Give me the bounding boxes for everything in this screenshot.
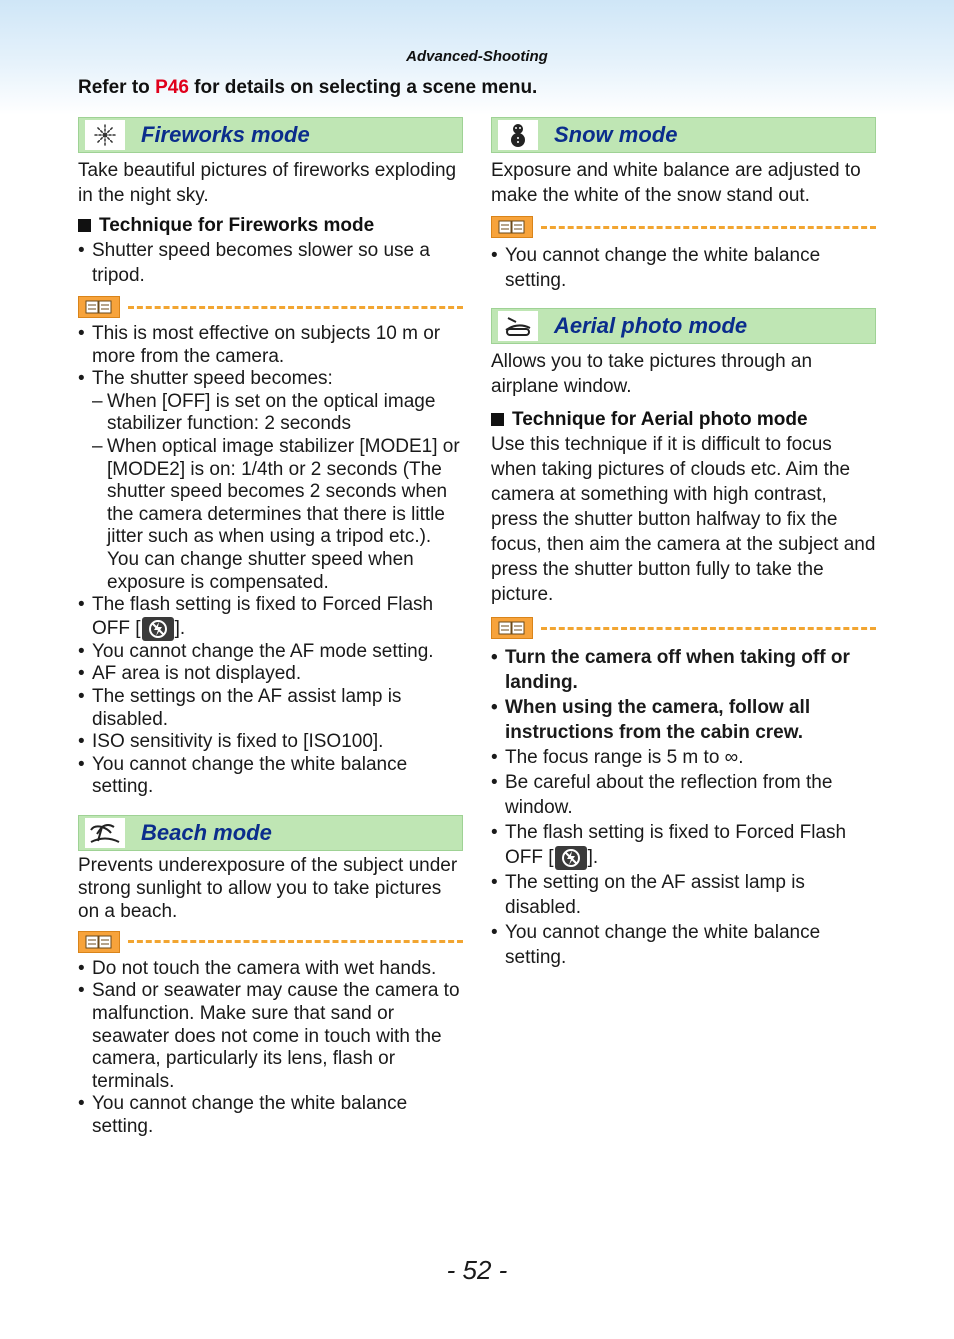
sub-item-text: When optical image stabilizer [MODE1] or [MODE2] is on: 1/4th or 2 seconds (The shutter speed becomes 2 seconds when the camera determines that there is little jitter such as when using a tripod etc.). — [107, 435, 460, 548]
aerial-technique-body: Use this technique if it is difficult to focus when taking pictures of clouds etc. Aim the camera at something with high contrast, press the shutter button halfway to fix the focus, then aim the camera at the subject and press the shutter button fully to take the picture. — [491, 434, 876, 605]
note-book-icon — [78, 296, 120, 318]
item-text: The flash setting is fixed to Forced Flash OFF [ — [505, 822, 847, 868]
note-divider — [78, 294, 463, 320]
beach-heading — [78, 815, 463, 851]
list-item: • You cannot change the white balance setting. — [491, 920, 876, 970]
list-item: • Sand or seawater may cause the camera to malfunction. Make sure that sand or seawater does not come in touch with the camera, particularly its lens, flash or terminals. — [78, 980, 463, 1093]
aerial-technique-heading — [491, 407, 876, 432]
fireworks-technique-title: Technique for Fireworks mode — [99, 215, 375, 236]
list-item: • The settings on the AF assist lamp is disabled. — [78, 686, 463, 731]
beach-intro: Prevents underexposure of the subject under strong sunlight to allow you to take pictures on a beach. — [78, 854, 458, 922]
page-number: - 52 - — [446, 1255, 508, 1285]
beach-title: Beach mode — [141, 819, 272, 845]
dashed-divider — [128, 940, 463, 943]
fireworks-technique-list — [78, 238, 463, 288]
list-item: • You cannot change the white balance setting. — [491, 243, 876, 293]
list-item: • AF area is not displayed. — [78, 663, 463, 686]
note-divider — [491, 214, 876, 240]
list-item: • The shutter speed becomes: — [78, 368, 463, 391]
snow-notes — [491, 243, 876, 293]
snowman-icon — [498, 120, 538, 150]
aerial-heading — [491, 308, 876, 344]
flash-off-icon — [142, 617, 174, 641]
note-divider — [78, 929, 463, 955]
infinity-symbol: ∞ — [724, 747, 739, 768]
fireworks-icon — [85, 120, 125, 150]
note-divider — [491, 615, 876, 641]
airplane-icon — [498, 311, 538, 341]
fireworks-notes — [78, 323, 463, 391]
note-book-icon — [491, 216, 533, 238]
dashed-divider — [541, 226, 876, 229]
aerial-title: Aerial photo mode — [554, 313, 748, 338]
list-item — [491, 820, 876, 870]
list-item: • This is most effective on subjects 10 m or more from the camera. — [78, 323, 463, 368]
dash-marker: – — [92, 390, 103, 412]
note-book-icon — [491, 617, 533, 639]
list-item: • You cannot change the white balance setting. — [78, 754, 463, 799]
item-text-end: ]. — [587, 847, 599, 868]
beach-icon — [85, 818, 125, 848]
sub-item-continuation: You can change shutter speed when exposure is compensated. — [107, 548, 414, 593]
list-item: • ISO sensitivity is fixed to [ISO100]. — [78, 731, 463, 754]
refer-prefix: Refer to — [78, 77, 156, 98]
refer-line — [78, 77, 537, 99]
list-item: • You cannot change the AF mode setting. — [78, 641, 463, 664]
sub-list-item — [78, 391, 463, 436]
fireworks-title: Fireworks mode — [141, 122, 310, 147]
aerial-intro: Allows you to take pictures through an airplane window. — [491, 351, 813, 397]
list-item — [491, 745, 876, 770]
list-item: • Be careful about the reflection from the window. — [491, 770, 876, 820]
flash-off-icon — [555, 846, 587, 870]
list-item: • You cannot change the white balance setting. — [78, 1093, 463, 1138]
item-text: The focus range is 5 m to — [505, 747, 725, 768]
snow-title: Snow mode — [554, 122, 678, 147]
beach-notes — [78, 958, 463, 1139]
square-bullet-icon — [491, 413, 504, 426]
dashed-divider — [128, 306, 463, 309]
list-item: • When using the camera, follow all instructions from the cabin crew. — [491, 695, 876, 745]
item-text-end: ]. — [174, 617, 186, 639]
left-column — [78, 117, 463, 1139]
sub-item-text: When [OFF] is set on the optical image stabilizer function: 2 seconds — [107, 390, 436, 435]
right-column — [491, 117, 876, 970]
dash-marker: – — [92, 435, 103, 457]
square-bullet-icon — [78, 219, 91, 232]
list-item: • The setting on the AF assist lamp is disabled. — [491, 870, 876, 920]
item-text: The flash setting is fixed to Forced Flash OFF [ — [92, 594, 434, 639]
snow-intro: Exposure and white balance are adjusted to make the white of the snow stand out. — [491, 160, 861, 206]
aerial-technique-title: Technique for Aerial photo mode — [512, 409, 808, 430]
list-item: • Shutter speed becomes slower so use a tripod. — [78, 238, 463, 288]
dashed-divider — [541, 627, 876, 630]
fireworks-intro: Take beautiful pictures of fireworks exploding in the night sky. — [78, 160, 457, 206]
list-item — [78, 594, 463, 641]
list-item: • Do not touch the camera with wet hands. — [78, 958, 463, 981]
sub-list-item — [78, 436, 463, 549]
chapter-title: Advanced-Shooting — [406, 48, 548, 65]
refer-suffix: for details on selecting a scene menu. — [188, 77, 538, 98]
aerial-notes — [491, 645, 876, 970]
snow-heading — [491, 117, 876, 153]
item-text-end: . — [738, 747, 744, 768]
fireworks-heading — [78, 117, 463, 153]
fireworks-technique-heading — [78, 213, 463, 238]
note-book-icon — [78, 931, 120, 953]
fireworks-notes-continued — [78, 594, 463, 799]
list-item: • Turn the camera off when taking off or landing. — [491, 645, 876, 695]
page-link-p46[interactable]: P46 — [155, 77, 189, 98]
